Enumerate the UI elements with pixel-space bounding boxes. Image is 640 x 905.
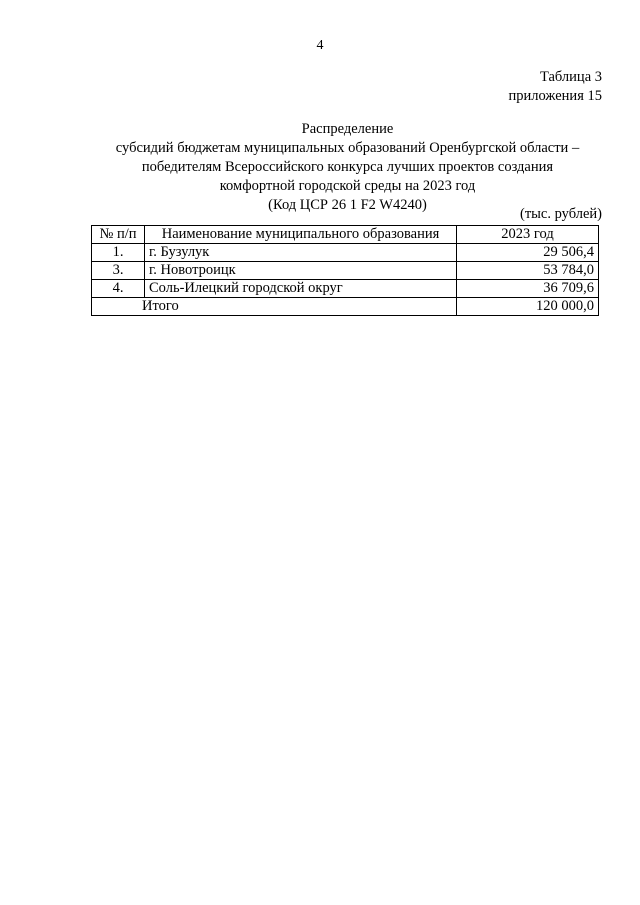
distribution-table <box>91 225 599 316</box>
row-value: 53 784,0 <box>457 262 599 280</box>
table-row <box>92 244 599 262</box>
table-row <box>92 280 599 298</box>
table-reference-line-1: Таблица 3 <box>539 69 602 85</box>
header-year: 2023 год <box>457 226 599 244</box>
header-name: Наименование муниципального образования <box>145 226 457 244</box>
header-number: № п/п <box>92 226 145 244</box>
units-label: (тыс. рублей) <box>520 206 602 222</box>
page-number: 4 <box>316 38 324 53</box>
row-number: 3. <box>92 262 145 280</box>
title-line-5: (Код ЦСР 26 1 F2 W4240) <box>268 197 427 213</box>
table-header-row <box>92 226 599 244</box>
title-line-3: победителям Всероссийского конкурса лучших проектов создания <box>141 159 554 175</box>
title-line-4: комфортной городской среды на 2023 год <box>219 178 476 194</box>
total-label: Итого <box>92 298 457 316</box>
row-name: г. Бузулук <box>145 244 457 262</box>
row-number: 1. <box>92 244 145 262</box>
table-reference-line-2: приложения 15 <box>508 88 602 104</box>
row-name: г. Новотроицк <box>145 262 457 280</box>
document-title <box>60 120 635 215</box>
title-line-2: субсидий бюджетам муниципальных образований Оренбургской области – <box>115 140 580 156</box>
title-line-1: Распределение <box>301 121 394 137</box>
table-total-row <box>92 298 599 316</box>
row-value: 29 506,4 <box>457 244 599 262</box>
row-value: 36 709,6 <box>457 280 599 298</box>
table-reference <box>509 68 602 106</box>
row-name: Соль-Илецкий городской округ <box>145 280 457 298</box>
table-row <box>92 262 599 280</box>
row-number: 4. <box>92 280 145 298</box>
total-value: 120 000,0 <box>457 298 599 316</box>
